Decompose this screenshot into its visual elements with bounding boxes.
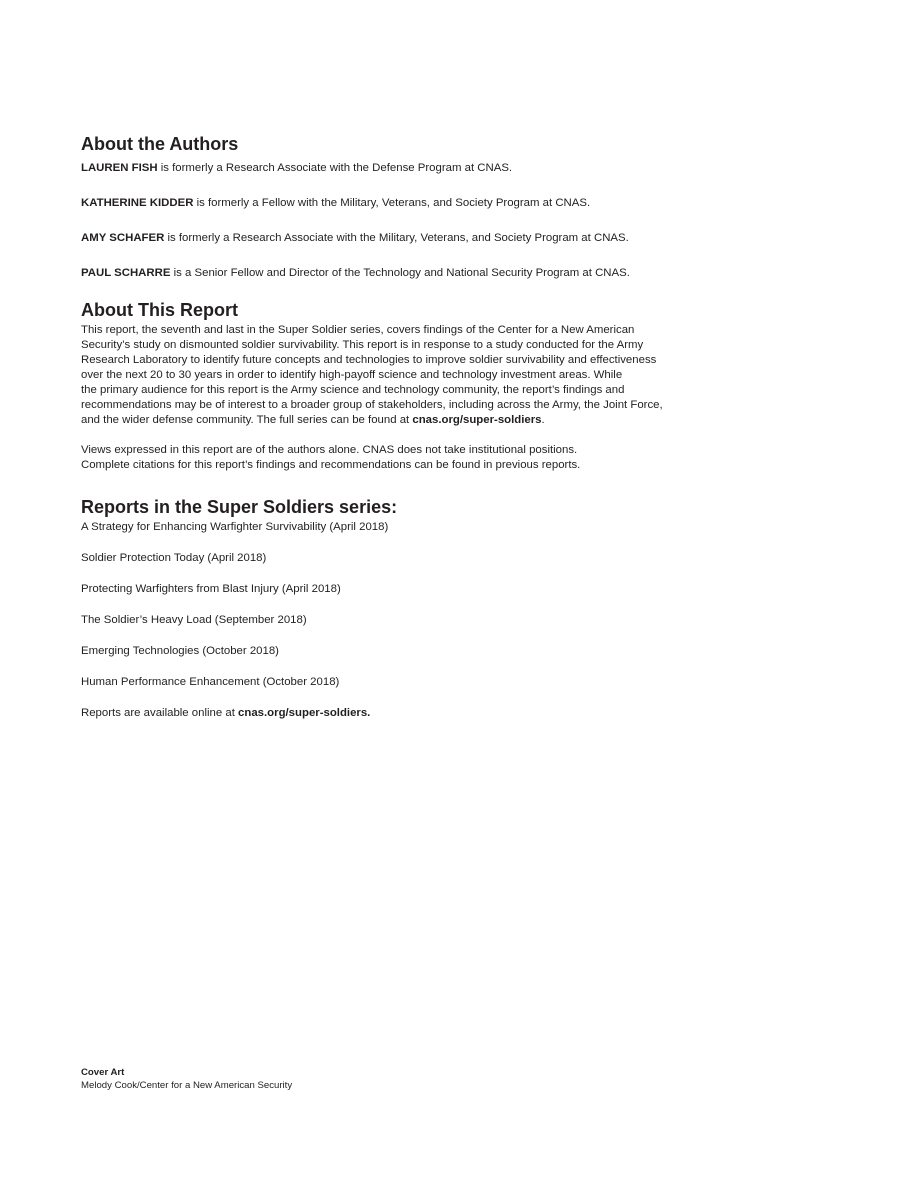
report-line-end: . — [541, 414, 545, 426]
authors-list — [81, 161, 791, 281]
list-item: Protecting Warfighters from Blast Injury (April 2018) — [81, 583, 341, 595]
author-bio: is a Senior Fellow and Director of the Technology and National Security Program at CNAS. — [170, 267, 630, 279]
author-entry — [81, 196, 791, 211]
report-line: and the wider defense community. The full series can be found at — [81, 414, 413, 426]
report-line: This report, the seventh and last in the Super Soldier series, covers findings of the Center for a New American — [81, 324, 635, 336]
series-heading: Reports in the Super Soldiers series: — [81, 497, 398, 517]
author-entry — [81, 266, 791, 281]
cover-art-credit — [81, 1067, 481, 1092]
series-list — [81, 520, 791, 721]
list-item: A Strategy for Enhancing Warfighter Survivability (April 2018) — [81, 521, 389, 533]
list-item: Emerging Technologies (October 2018) — [81, 645, 279, 657]
citations-line: Complete citations for this report’s findings and recommendations can be found in previous reports. — [81, 459, 581, 471]
views-disclaimer — [81, 443, 791, 473]
author-name: LAUREN FISH — [81, 162, 158, 174]
author-name: PAUL SCHARRE — [81, 267, 171, 279]
about-report-heading: About This Report — [81, 300, 238, 320]
author-entry — [81, 231, 791, 246]
author-name: KATHERINE KIDDER — [81, 197, 194, 209]
cover-art-label: Cover Art — [81, 1067, 125, 1078]
report-line: Research Laboratory to identify future concepts and technologies to improve soldier survivability and effectiveness — [81, 354, 657, 366]
online-availability — [81, 706, 791, 721]
series-online-link[interactable]: cnas.org/super-soldiers. — [238, 707, 371, 719]
list-item: Human Performance Enhancement (October 2018) — [81, 676, 340, 688]
report-description — [81, 323, 791, 428]
report-line: the primary audience for this report is the Army science and technology community, the report’s findings and — [81, 384, 625, 396]
author-bio: is formerly a Fellow with the Military, Veterans, and Society Program at CNAS. — [193, 197, 591, 209]
report-line: Security’s study on dismounted soldier survivability. This report is in response to a study conducted for the Army — [81, 339, 644, 351]
author-bio: is formerly a Research Associate with the Military, Veterans, and Society Program at CNAS. — [164, 232, 629, 244]
author-bio: is formerly a Research Associate with the Defense Program at CNAS. — [157, 162, 513, 174]
document-page — [81, 133, 791, 721]
author-entry — [81, 161, 791, 176]
disclaimer-line: Views expressed in this report are of the authors alone. CNAS does not take institutional positions. — [81, 444, 578, 456]
list-item: Soldier Protection Today (April 2018) — [81, 552, 267, 564]
cover-art-artist: Melody Cook/Center for a New American Security — [81, 1079, 293, 1091]
about-authors-heading: About the Authors — [81, 134, 239, 154]
list-item: The Soldier’s Heavy Load (September 2018) — [81, 614, 307, 626]
author-name: AMY SCHAFER — [81, 232, 165, 244]
series-link[interactable]: cnas.org/super-soldiers — [412, 414, 542, 426]
online-prefix: Reports are available online at — [81, 707, 239, 719]
report-line: recommendations may be of interest to a broader group of stakeholders, including across the Army, the Joint Force, — [81, 399, 663, 411]
report-line: over the next 20 to 30 years in order to identify high-payoff science and technology investment areas. While — [81, 369, 623, 381]
